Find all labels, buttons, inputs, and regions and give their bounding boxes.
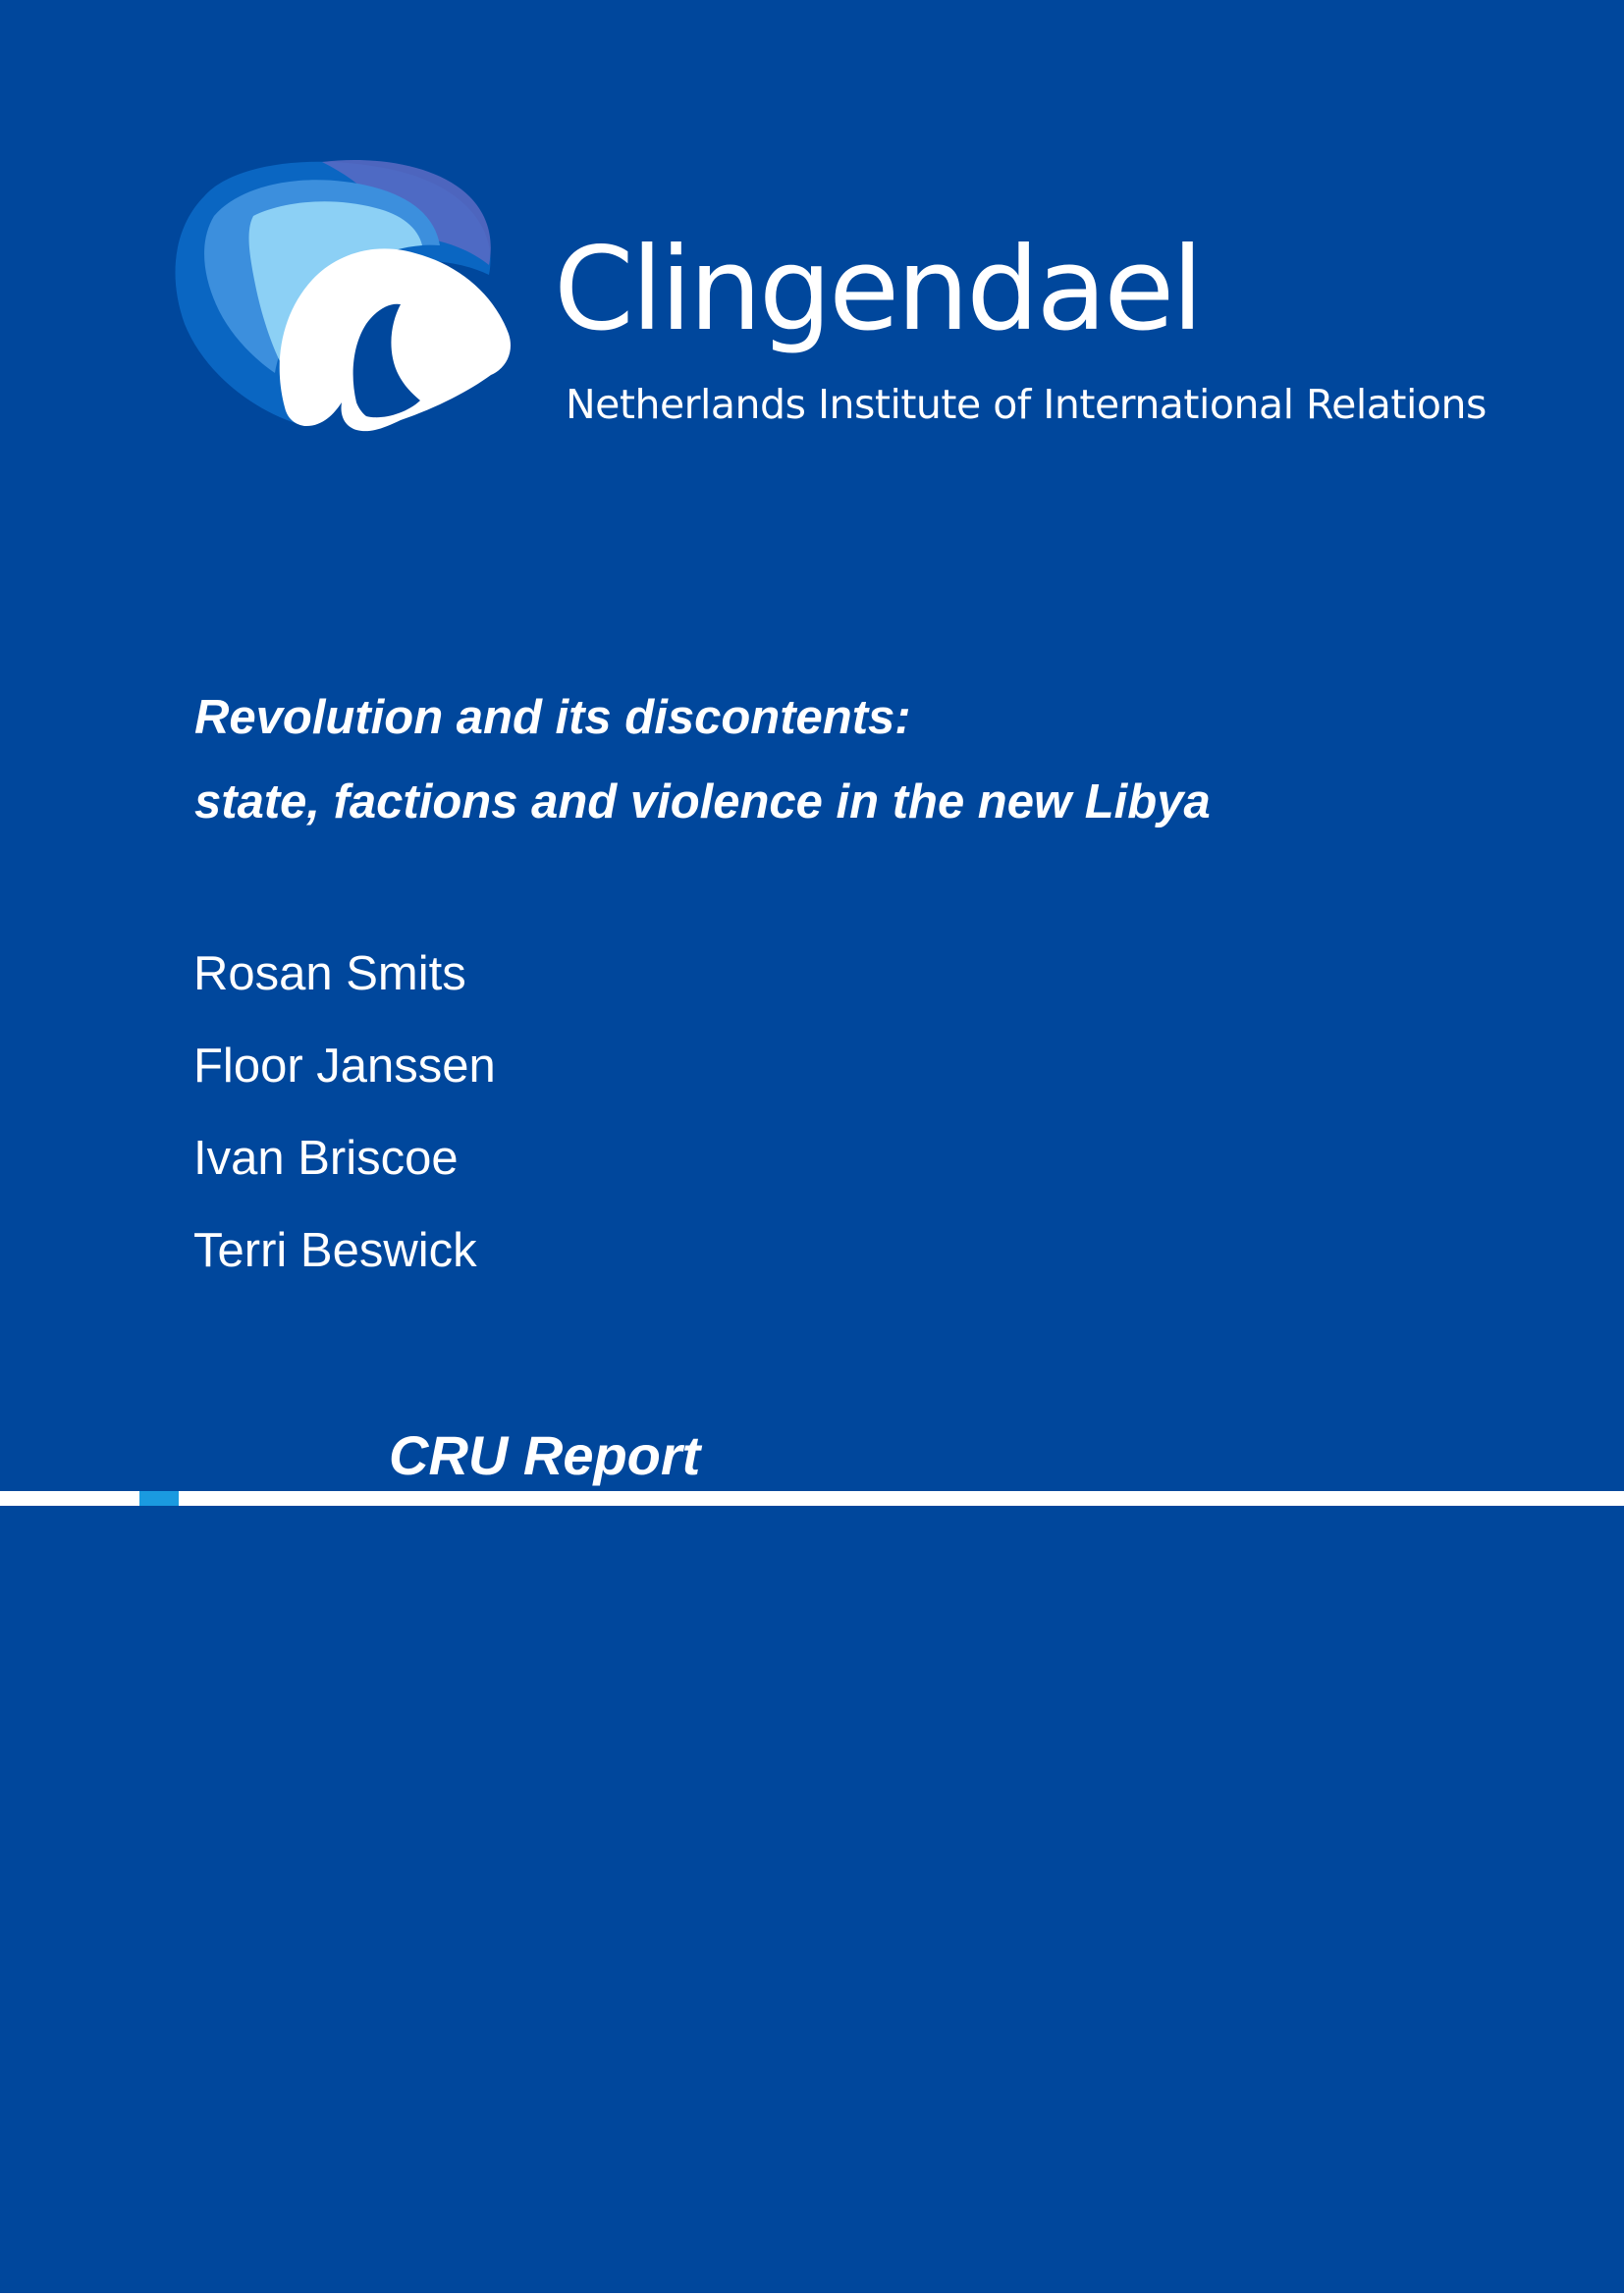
- author-name: Floor Janssen: [193, 1040, 496, 1093]
- horizontal-divider: [0, 1491, 1624, 1506]
- divider-accent-square: [139, 1491, 179, 1506]
- title-line: Revolution and its discontents:: [194, 691, 911, 744]
- logo-wordmark: Clingendael: [554, 222, 1201, 356]
- report-type-label: CRU Report: [389, 1424, 701, 1486]
- author-name: Rosan Smits: [193, 947, 466, 1000]
- logo-tagline: Netherlands Institute of International Relations: [566, 381, 1487, 428]
- clingendael-swirl-logo-icon: [175, 157, 514, 434]
- document-title: [194, 675, 1471, 844]
- author-name: Ivan Briscoe: [193, 1132, 459, 1185]
- author-list: [193, 928, 496, 1297]
- subtitle-line: state, factions and violence in the new Libya: [194, 775, 1211, 828]
- author-name: Terri Beswick: [193, 1224, 477, 1277]
